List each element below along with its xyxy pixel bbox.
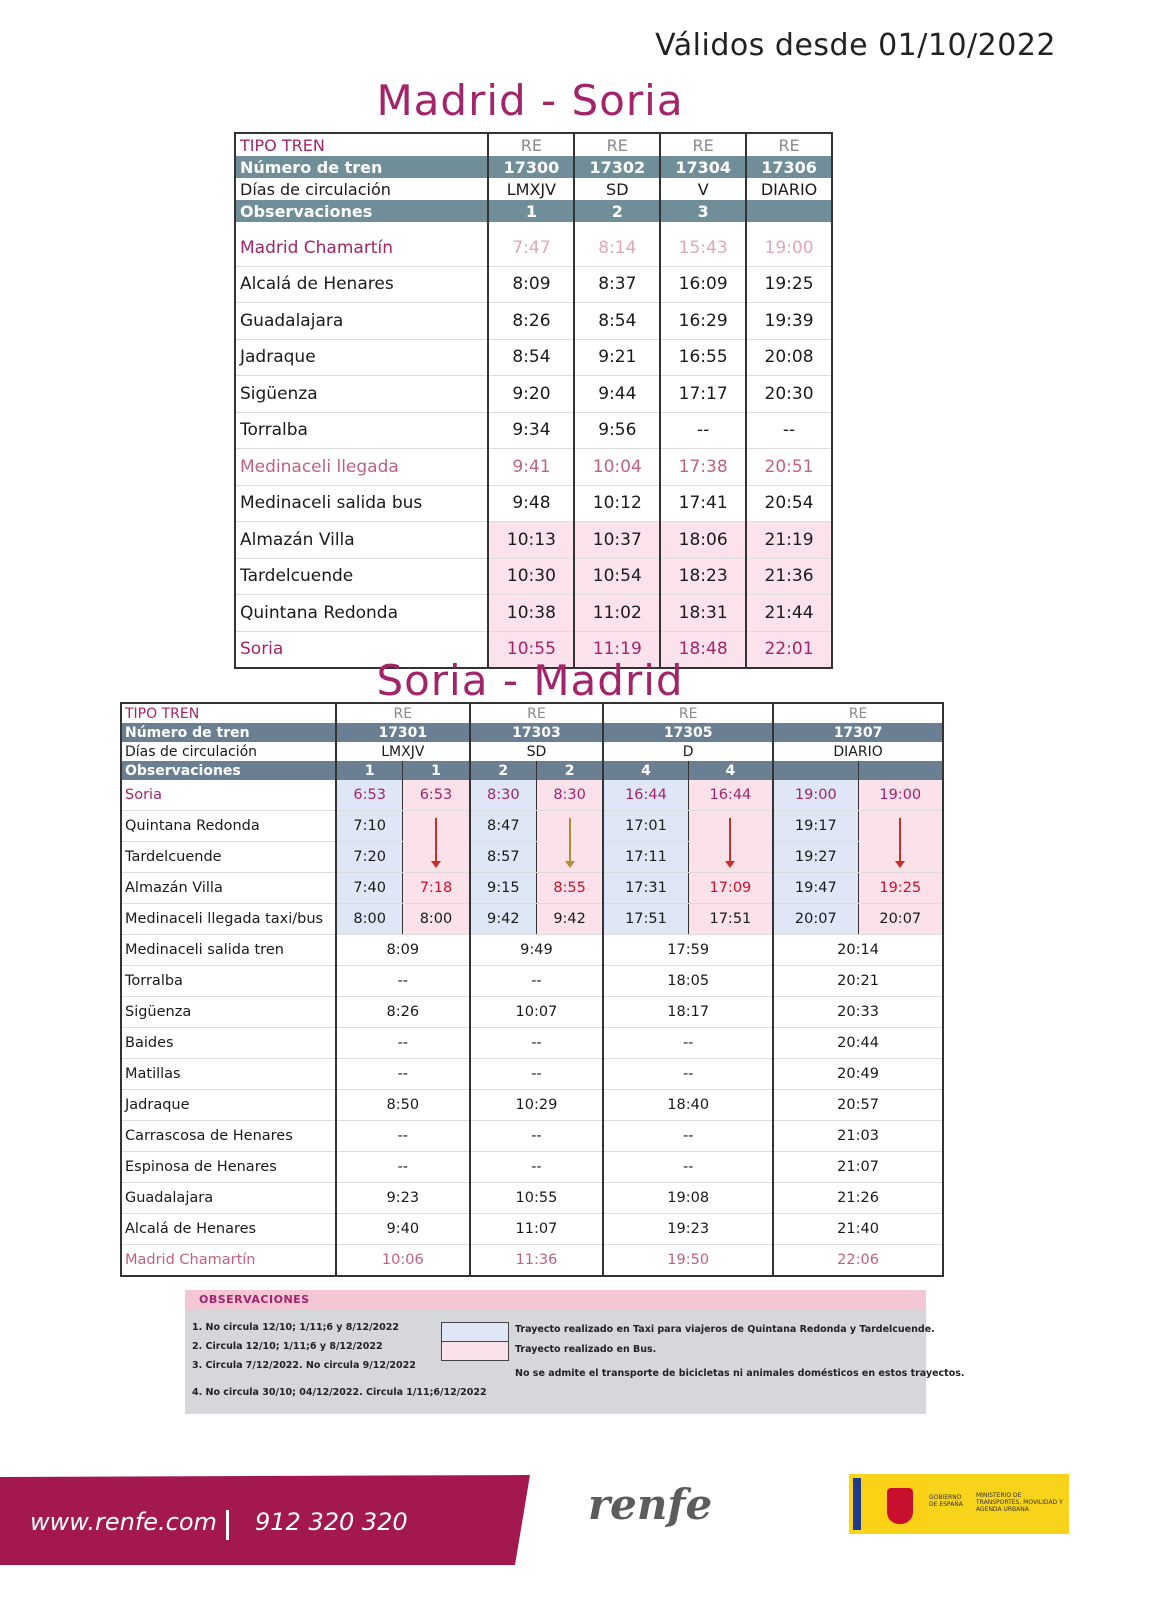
train-type: RE: [660, 133, 746, 156]
station-row: [235, 595, 832, 632]
departure-time: 9:20: [488, 376, 574, 413]
departure-time: 10:13: [488, 522, 574, 559]
station-name: Medinaceli salida bus: [235, 485, 488, 522]
departure-time: 18:31: [660, 595, 746, 632]
station-name: Guadalajara: [121, 1183, 336, 1214]
station-row: [121, 1121, 943, 1152]
observation-ref: 2: [470, 761, 537, 780]
station-row: [121, 1245, 943, 1277]
bus-time: 6:53: [403, 780, 470, 811]
bus-time: 17:51: [688, 904, 773, 935]
taxi-time: 19:17: [773, 811, 858, 842]
bus-legend-swatch: [441, 1341, 509, 1361]
station-row: [121, 811, 943, 842]
arrow-down-icon: [435, 818, 437, 862]
bus-direct-arrow-cell: [858, 811, 943, 873]
station-name: Torralba: [121, 966, 336, 997]
departure-time: 8:09: [488, 266, 574, 303]
departure-time: 18:48: [660, 631, 746, 668]
train-type: RE: [603, 703, 773, 723]
station-name: Sigüenza: [121, 997, 336, 1028]
departure-time: 21:07: [773, 1152, 943, 1183]
phone-number[interactable]: 912 320 320: [255, 1508, 408, 1536]
station-name: Tardelcuende: [235, 558, 488, 595]
days-of-service: SD: [470, 742, 604, 761]
days-of-service: V: [660, 178, 746, 200]
departure-time: 7:47: [488, 230, 574, 266]
departure-time: --: [470, 1152, 604, 1183]
station-name: Carrascosa de Henares: [121, 1121, 336, 1152]
bus-time: 8:30: [536, 780, 603, 811]
bus-time: 9:42: [536, 904, 603, 935]
station-name: Alcalá de Henares: [235, 266, 488, 303]
taxi-time: 8:47: [470, 811, 537, 842]
train-type: RE: [470, 703, 604, 723]
departure-time: 19:50: [603, 1245, 773, 1277]
train-number: 17305: [603, 723, 773, 742]
station-row: [235, 230, 832, 266]
departure-time: --: [603, 1028, 773, 1059]
departure-time: 20:51: [746, 449, 832, 486]
government-logo: [849, 1474, 1069, 1534]
station-row: [121, 966, 943, 997]
madrid-soria-title: Madrid - Soria: [376, 76, 684, 125]
departure-time: 20:21: [773, 966, 943, 997]
departure-time: --: [603, 1059, 773, 1090]
departure-time: 20:44: [773, 1028, 943, 1059]
observation-ref: [773, 761, 858, 780]
bus-time: 16:44: [688, 780, 773, 811]
train-number: 17307: [773, 723, 943, 742]
station-row: [121, 904, 943, 935]
taxi-time: 19:47: [773, 873, 858, 904]
arrow-down-icon: [569, 818, 571, 862]
station-row: [121, 935, 943, 966]
departure-time: 18:17: [603, 997, 773, 1028]
station-name: Madrid Chamartín: [235, 230, 488, 266]
header-train-number: Número de tren: [121, 723, 336, 742]
departure-time: 11:36: [470, 1245, 604, 1277]
taxi-time: 17:31: [603, 873, 688, 904]
departure-time: 19:39: [746, 303, 832, 340]
departure-time: 18:40: [603, 1090, 773, 1121]
departure-time: 10:37: [574, 522, 660, 559]
observation-note: 1. No circula 12/10; 1/11;6 y 8/12/2022: [192, 1322, 399, 1333]
departure-time: --: [470, 1121, 604, 1152]
bus-direct-arrow-cell: [403, 811, 470, 873]
days-of-service: DIARIO: [746, 178, 832, 200]
days-of-service: DIARIO: [773, 742, 943, 761]
bus-time: 8:00: [403, 904, 470, 935]
train-number: 17303: [470, 723, 604, 742]
taxi-time: 19:27: [773, 842, 858, 873]
departure-time: 11:02: [574, 595, 660, 632]
departure-time: 10:07: [470, 997, 604, 1028]
departure-time: 18:05: [603, 966, 773, 997]
train-number: 17301: [336, 723, 470, 742]
gov-left-text: GOBIERNO DE ESPAÑA: [929, 1494, 963, 1508]
departure-time: 10:30: [488, 558, 574, 595]
departure-time: 9:49: [470, 935, 604, 966]
coat-of-arms-icon: [887, 1488, 913, 1524]
observation-note: 2. Circula 12/10; 1/11;6 y 8/12/2022: [192, 1341, 383, 1352]
departure-time: 10:04: [574, 449, 660, 486]
header-train-number: Número de tren: [235, 156, 488, 178]
madrid-soria-timetable: [234, 132, 833, 669]
header-observations: Observaciones: [121, 761, 336, 780]
arrow-down-icon: [899, 818, 901, 862]
departure-time: 11:19: [574, 631, 660, 668]
bus-legend-text: Trayecto realizado en Bus.: [515, 1344, 657, 1355]
train-type: RE: [574, 133, 660, 156]
departure-time: 9:56: [574, 412, 660, 449]
observation-ref: [858, 761, 943, 780]
departure-time: 16:55: [660, 339, 746, 376]
station-row: [121, 997, 943, 1028]
taxi-time: 20:07: [773, 904, 858, 935]
taxi-time: 6:53: [336, 780, 403, 811]
bus-direct-arrow-cell: [688, 811, 773, 873]
taxi-time: 16:44: [603, 780, 688, 811]
station-name: Soria: [235, 631, 488, 668]
station-name: Alcalá de Henares: [121, 1214, 336, 1245]
departure-time: 8:50: [336, 1090, 470, 1121]
departure-time: 8:37: [574, 266, 660, 303]
departure-time: 9:34: [488, 412, 574, 449]
bus-time: 7:18: [403, 873, 470, 904]
departure-time: 19:23: [603, 1214, 773, 1245]
departure-time: 18:23: [660, 558, 746, 595]
taxi-time: 8:00: [336, 904, 403, 935]
departure-time: 10:06: [336, 1245, 470, 1277]
footer-divider: [226, 1510, 229, 1540]
station-name: Torralba: [235, 412, 488, 449]
departure-time: --: [470, 1059, 604, 1090]
valid-from-label: Válidos desde 01/10/2022: [655, 28, 1056, 63]
taxi-time: 19:00: [773, 780, 858, 811]
departure-time: 9:44: [574, 376, 660, 413]
no-bikes-notice: No se admite el transporte de bicicletas ni animales domésticos en estos trayectos.: [515, 1368, 965, 1379]
station-row: [235, 558, 832, 595]
train-type: RE: [746, 133, 832, 156]
departure-time: --: [336, 1028, 470, 1059]
departure-time: --: [336, 1059, 470, 1090]
observation-ref: 4: [688, 761, 773, 780]
bus-time: 17:09: [688, 873, 773, 904]
station-row: [235, 485, 832, 522]
observation-ref: 3: [660, 200, 746, 222]
station-name: Jadraque: [121, 1090, 336, 1121]
header-days: Días de circulación: [121, 742, 336, 761]
station-name: Tardelcuende: [121, 842, 336, 873]
observation-ref: [746, 200, 832, 222]
departure-time: --: [470, 1028, 604, 1059]
departure-time: 10:55: [470, 1183, 604, 1214]
departure-time: --: [336, 1152, 470, 1183]
departure-time: 8:26: [488, 303, 574, 340]
station-name: Jadraque: [235, 339, 488, 376]
header-train-type: TIPO TREN: [235, 133, 488, 156]
days-of-service: SD: [574, 178, 660, 200]
departure-time: --: [470, 966, 604, 997]
departure-time: 19:00: [746, 230, 832, 266]
departure-time: 22:06: [773, 1245, 943, 1277]
header-observations: Observaciones: [235, 200, 488, 222]
train-number: 17304: [660, 156, 746, 178]
departure-time: 10:55: [488, 631, 574, 668]
departure-time: 11:07: [470, 1214, 604, 1245]
train-type: RE: [773, 703, 943, 723]
header-days: Días de circulación: [235, 178, 488, 200]
station-row: [121, 842, 943, 873]
departure-time: 17:41: [660, 485, 746, 522]
bus-direct-arrow-cell: [536, 811, 603, 873]
taxi-time: 9:15: [470, 873, 537, 904]
website-link[interactable]: www.renfe.com: [30, 1508, 217, 1536]
departure-time: 21:19: [746, 522, 832, 559]
departure-time: 22:01: [746, 631, 832, 668]
taxi-time: 17:11: [603, 842, 688, 873]
days-of-service: LMXJV: [336, 742, 470, 761]
station-row: [235, 339, 832, 376]
station-row: [121, 1090, 943, 1121]
observation-note: 4. No circula 30/10; 04/12/2022. Circula 1/11;6/12/2022: [192, 1387, 487, 1398]
observation-ref: 2: [574, 200, 660, 222]
departure-time: --: [603, 1152, 773, 1183]
observation-ref: 2: [536, 761, 603, 780]
gov-right-text: MINISTERIO DE TRANSPORTES, MOVILIDAD Y AGENDA URBANA: [976, 1492, 1063, 1513]
observation-note: 3. Circula 7/12/2022. No circula 9/12/2022: [192, 1360, 416, 1371]
station-name: Quintana Redonda: [235, 595, 488, 632]
departure-time: 20:57: [773, 1090, 943, 1121]
station-row: [121, 1183, 943, 1214]
station-name: Medinaceli salida tren: [121, 935, 336, 966]
taxi-time: 17:51: [603, 904, 688, 935]
departure-time: 8:26: [336, 997, 470, 1028]
header-train-type: TIPO TREN: [121, 703, 336, 723]
station-name: Almazán Villa: [121, 873, 336, 904]
departure-time: 16:29: [660, 303, 746, 340]
station-name: Matillas: [121, 1059, 336, 1090]
station-row: [235, 376, 832, 413]
station-name: Espinosa de Henares: [121, 1152, 336, 1183]
station-name: Quintana Redonda: [121, 811, 336, 842]
departure-time: --: [336, 1121, 470, 1152]
departure-time: 9:40: [336, 1214, 470, 1245]
observation-ref: 1: [488, 200, 574, 222]
departure-time: --: [746, 412, 832, 449]
days-of-service: LMXJV: [488, 178, 574, 200]
departure-time: 21:36: [746, 558, 832, 595]
departure-time: --: [336, 966, 470, 997]
station-name: Almazán Villa: [235, 522, 488, 559]
train-number: 17300: [488, 156, 574, 178]
departure-time: 10:12: [574, 485, 660, 522]
departure-time: --: [660, 412, 746, 449]
departure-time: 20:30: [746, 376, 832, 413]
departure-time: 19:25: [746, 266, 832, 303]
departure-time: 20:33: [773, 997, 943, 1028]
station-row: [235, 522, 832, 559]
taxi-time: 8:30: [470, 780, 537, 811]
spain-flag-icon: [853, 1478, 925, 1530]
station-row: [235, 266, 832, 303]
station-name: Medinaceli llegada: [235, 449, 488, 486]
departure-time: 20:49: [773, 1059, 943, 1090]
departure-time: 18:06: [660, 522, 746, 559]
station-row: [121, 1059, 943, 1090]
station-row: [121, 780, 943, 811]
departure-time: 20:14: [773, 935, 943, 966]
days-of-service: D: [603, 742, 773, 761]
station-row: [121, 1028, 943, 1059]
observation-ref: 1: [403, 761, 470, 780]
station-name: Madrid Chamartín: [121, 1245, 336, 1277]
station-row: [235, 449, 832, 486]
station-name: Guadalajara: [235, 303, 488, 340]
station-row: [121, 873, 943, 904]
departure-time: 8:54: [488, 339, 574, 376]
taxi-time: 17:01: [603, 811, 688, 842]
departure-time: 16:09: [660, 266, 746, 303]
departure-time: 17:17: [660, 376, 746, 413]
train-number: 17302: [574, 156, 660, 178]
renfe-logo: renfe: [588, 1480, 713, 1529]
departure-time: 20:54: [746, 485, 832, 522]
observation-ref: 1: [336, 761, 403, 780]
bus-time: 19:00: [858, 780, 943, 811]
observations-heading: OBSERVACIONES: [185, 1290, 926, 1310]
station-name: Medinaceli llegada taxi/bus: [121, 904, 336, 935]
departure-time: 8:09: [336, 935, 470, 966]
departure-time: 9:48: [488, 485, 574, 522]
taxi-time: 7:40: [336, 873, 403, 904]
departure-time: 21:44: [746, 595, 832, 632]
soria-madrid-title: Soria - Madrid: [376, 656, 684, 705]
soria-madrid-timetable: [120, 702, 944, 1277]
taxi-time: 7:10: [336, 811, 403, 842]
departure-time: --: [603, 1121, 773, 1152]
departure-time: 10:38: [488, 595, 574, 632]
departure-time: 10:54: [574, 558, 660, 595]
taxi-legend-swatch: [441, 1322, 509, 1342]
station-name: Sigüenza: [235, 376, 488, 413]
departure-time: 20:08: [746, 339, 832, 376]
arrow-down-icon: [729, 818, 731, 862]
taxi-legend-text: Trayecto realizado en Taxi para viajeros de Quintana Redonda y Tardelcuende.: [515, 1324, 935, 1335]
station-row: [235, 412, 832, 449]
station-row: [121, 1214, 943, 1245]
departure-time: 10:29: [470, 1090, 604, 1121]
station-name: Soria: [121, 780, 336, 811]
station-row: [235, 303, 832, 340]
taxi-time: 7:20: [336, 842, 403, 873]
departure-time: 9:23: [336, 1183, 470, 1214]
station-row: [121, 1152, 943, 1183]
train-type: RE: [488, 133, 574, 156]
departure-time: 9:41: [488, 449, 574, 486]
departure-time: 8:14: [574, 230, 660, 266]
train-number: 17306: [746, 156, 832, 178]
departure-time: 17:38: [660, 449, 746, 486]
observation-ref: 4: [603, 761, 688, 780]
departure-time: 8:54: [574, 303, 660, 340]
departure-time: 21:40: [773, 1214, 943, 1245]
departure-time: 21:26: [773, 1183, 943, 1214]
taxi-time: 8:57: [470, 842, 537, 873]
departure-time: 21:03: [773, 1121, 943, 1152]
departure-time: 19:08: [603, 1183, 773, 1214]
departure-time: 9:21: [574, 339, 660, 376]
bus-time: 20:07: [858, 904, 943, 935]
train-type: RE: [336, 703, 470, 723]
departure-time: 15:43: [660, 230, 746, 266]
departure-time: 17:59: [603, 935, 773, 966]
station-name: Baides: [121, 1028, 336, 1059]
bus-time: 8:55: [536, 873, 603, 904]
taxi-time: 9:42: [470, 904, 537, 935]
bus-time: 19:25: [858, 873, 943, 904]
